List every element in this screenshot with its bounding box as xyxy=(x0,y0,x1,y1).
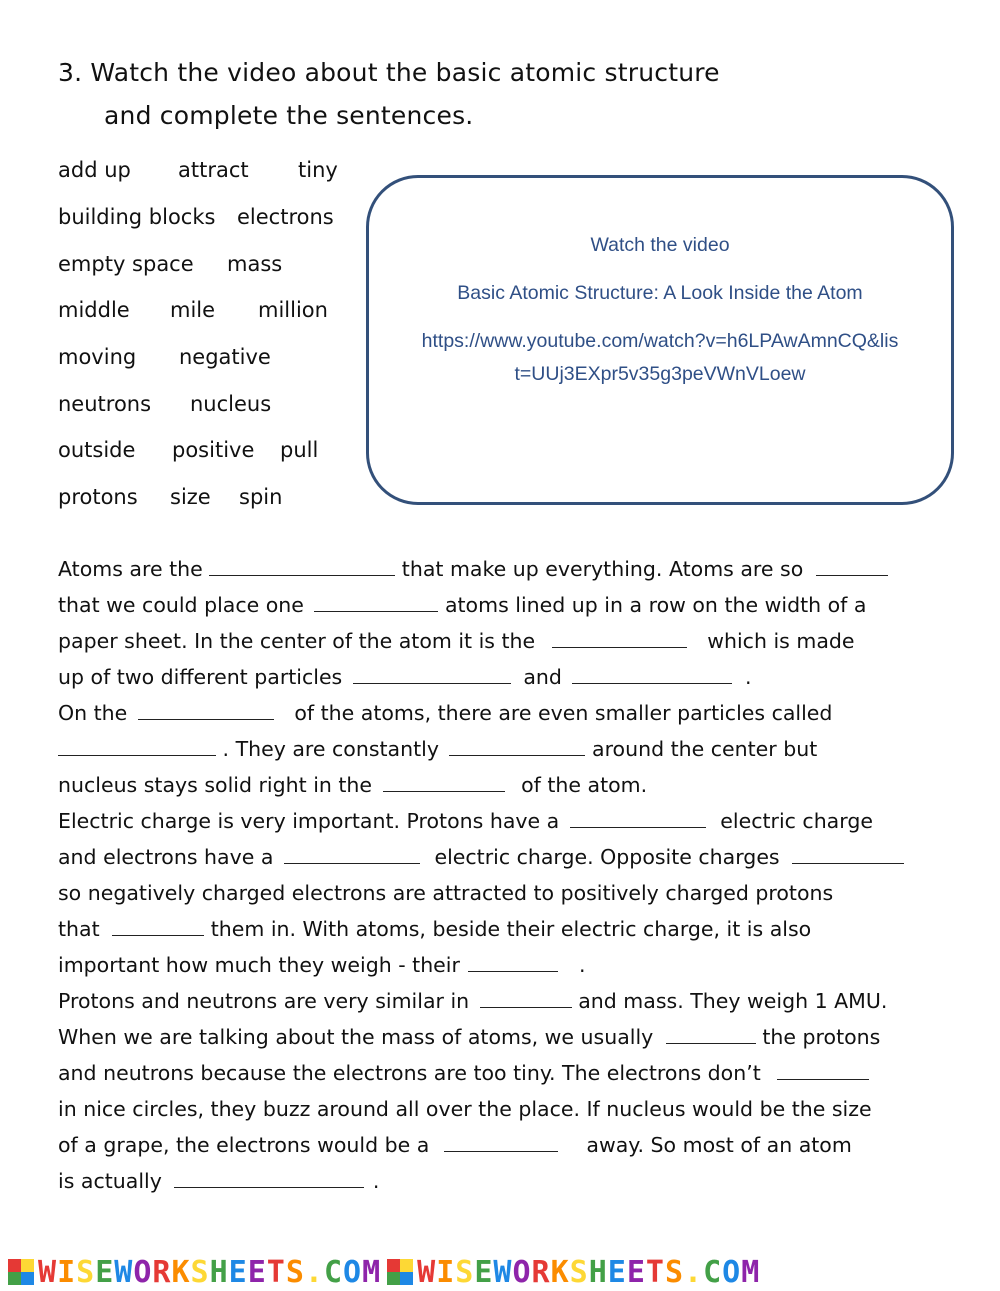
answer-blank[interactable] xyxy=(174,1169,364,1188)
passage-text: Electric charge is very important. Protons have a xyxy=(58,809,560,833)
passage-text: in nice circles, they buzz around all over the place. If nucleus would be the size xyxy=(58,1097,872,1121)
exercise-heading-line1: 3. Watch the video about the basic atomic structure xyxy=(58,58,720,87)
answer-blank[interactable] xyxy=(572,665,732,684)
word-bank-item: pull xyxy=(280,438,319,462)
word-bank-item: electrons xyxy=(237,205,334,229)
answer-blank[interactable] xyxy=(468,953,558,972)
word-bank-item: mile xyxy=(170,298,216,322)
word-bank-item: million xyxy=(258,298,328,322)
word-bank-item: middle xyxy=(58,298,130,322)
wise-badge-icon xyxy=(387,1259,413,1285)
answer-blank[interactable] xyxy=(666,1025,756,1044)
word-bank-item: spin xyxy=(239,485,283,509)
passage-text: the protons xyxy=(762,1025,881,1049)
answer-blank[interactable] xyxy=(449,737,585,756)
passage-text: that we could place one xyxy=(58,593,304,617)
answer-blank[interactable] xyxy=(444,1133,558,1152)
video-title: Basic Atomic Structure: A Look Inside the Atom xyxy=(457,282,863,304)
passage-text: which is made xyxy=(707,629,855,653)
passage-text: . xyxy=(744,665,752,689)
passage-text: Atoms are the xyxy=(58,557,203,581)
word-bank-item: negative xyxy=(179,345,271,369)
passage-text: Protons and neutrons are very similar in xyxy=(58,989,470,1013)
passage-text: electric charge xyxy=(720,809,873,833)
passage-text: away. So most of an atom xyxy=(586,1133,852,1157)
word-bank-item: protons xyxy=(58,485,138,509)
footer-watermark xyxy=(0,1253,1000,1291)
passage-text: is actually xyxy=(58,1169,162,1193)
word-bank-item: empty space xyxy=(58,252,194,276)
word-bank-item: nucleus xyxy=(190,392,272,416)
exercise-heading-line2: and complete the sentences. xyxy=(104,101,474,130)
answer-blank[interactable] xyxy=(816,557,888,576)
passage-text: that xyxy=(58,917,100,941)
answer-blank[interactable] xyxy=(112,917,204,936)
passage-text: and neutrons because the electrons are too tiny. The electrons don’t xyxy=(58,1061,761,1085)
passage-text: When we are talking about the mass of atoms, we usually xyxy=(58,1025,654,1049)
word-bank-item: size xyxy=(170,485,211,509)
word-bank-item: neutrons xyxy=(58,392,152,416)
passage-text: electric charge. Opposite charges xyxy=(434,845,780,869)
answer-blank[interactable] xyxy=(58,737,216,756)
video-url-link-continued[interactable]: t=UUj3EXpr5v35g3peVWnVLoew xyxy=(514,363,806,385)
watermark-logo xyxy=(8,1255,381,1290)
passage-text: and xyxy=(523,665,562,689)
passage-text: On the xyxy=(58,701,128,725)
answer-blank[interactable] xyxy=(284,845,420,864)
passage-text: and mass. They weigh 1 AMU. xyxy=(578,989,888,1013)
wise-badge-icon xyxy=(8,1259,34,1285)
word-bank-item: mass xyxy=(227,252,283,276)
passage-text: of the atoms, there are even smaller particles called xyxy=(294,701,833,725)
passage-text: that make up everything. Atoms are so xyxy=(401,557,804,581)
word-bank-item: moving xyxy=(58,345,137,369)
passage-text: up of two different particles xyxy=(58,665,343,689)
passage-text: nucleus stays solid right in the xyxy=(58,773,373,797)
passage-text: so negatively charged electrons are attracted to positively charged protons xyxy=(58,881,834,905)
answer-blank[interactable] xyxy=(138,701,274,720)
passage-text: . xyxy=(372,1169,380,1193)
passage-text: . They are constantly xyxy=(222,737,439,761)
word-bank-item: building blocks xyxy=(58,205,216,229)
video-label: Watch the video xyxy=(590,234,730,256)
word-bank-item: positive xyxy=(172,438,255,462)
word-bank-item: tiny xyxy=(298,158,338,182)
passage-text: atoms lined up in a row on the width of a xyxy=(444,593,867,617)
passage-text: and electrons have a xyxy=(58,845,274,869)
answer-blank[interactable] xyxy=(209,557,395,576)
answer-blank[interactable] xyxy=(552,629,687,648)
watermark-logo xyxy=(387,1255,760,1290)
brand-text: WISEWORKSHEETS.COM xyxy=(38,1254,382,1290)
passage-text: . xyxy=(579,953,586,977)
answer-blank[interactable] xyxy=(353,665,511,684)
answer-blank[interactable] xyxy=(480,989,572,1008)
passage-text: paper sheet. In the center of the atom it is the xyxy=(58,629,536,653)
word-bank-item: add up xyxy=(58,158,131,182)
answer-blank[interactable] xyxy=(777,1061,869,1080)
word-bank-item: outside xyxy=(58,438,136,462)
passage-text: of the atom. xyxy=(521,773,648,797)
answer-blank[interactable] xyxy=(570,809,706,828)
passage-text: around the center but xyxy=(592,737,818,761)
answer-blank[interactable] xyxy=(383,773,505,792)
passage-text: important how much they weigh - their xyxy=(58,953,460,977)
video-url-link[interactable]: https://www.youtube.com/watch?v=h6LPAwAmnCQ&lis xyxy=(421,330,899,352)
passage-text: them in. With atoms, beside their electric charge, it is also xyxy=(210,917,812,941)
answer-blank[interactable] xyxy=(792,845,904,864)
brand-text: WISEWORKSHEETS.COM xyxy=(417,1254,761,1290)
word-bank-item: attract xyxy=(178,158,249,182)
passage-text: of a grape, the electrons would be a xyxy=(58,1133,430,1157)
answer-blank[interactable] xyxy=(314,593,438,612)
